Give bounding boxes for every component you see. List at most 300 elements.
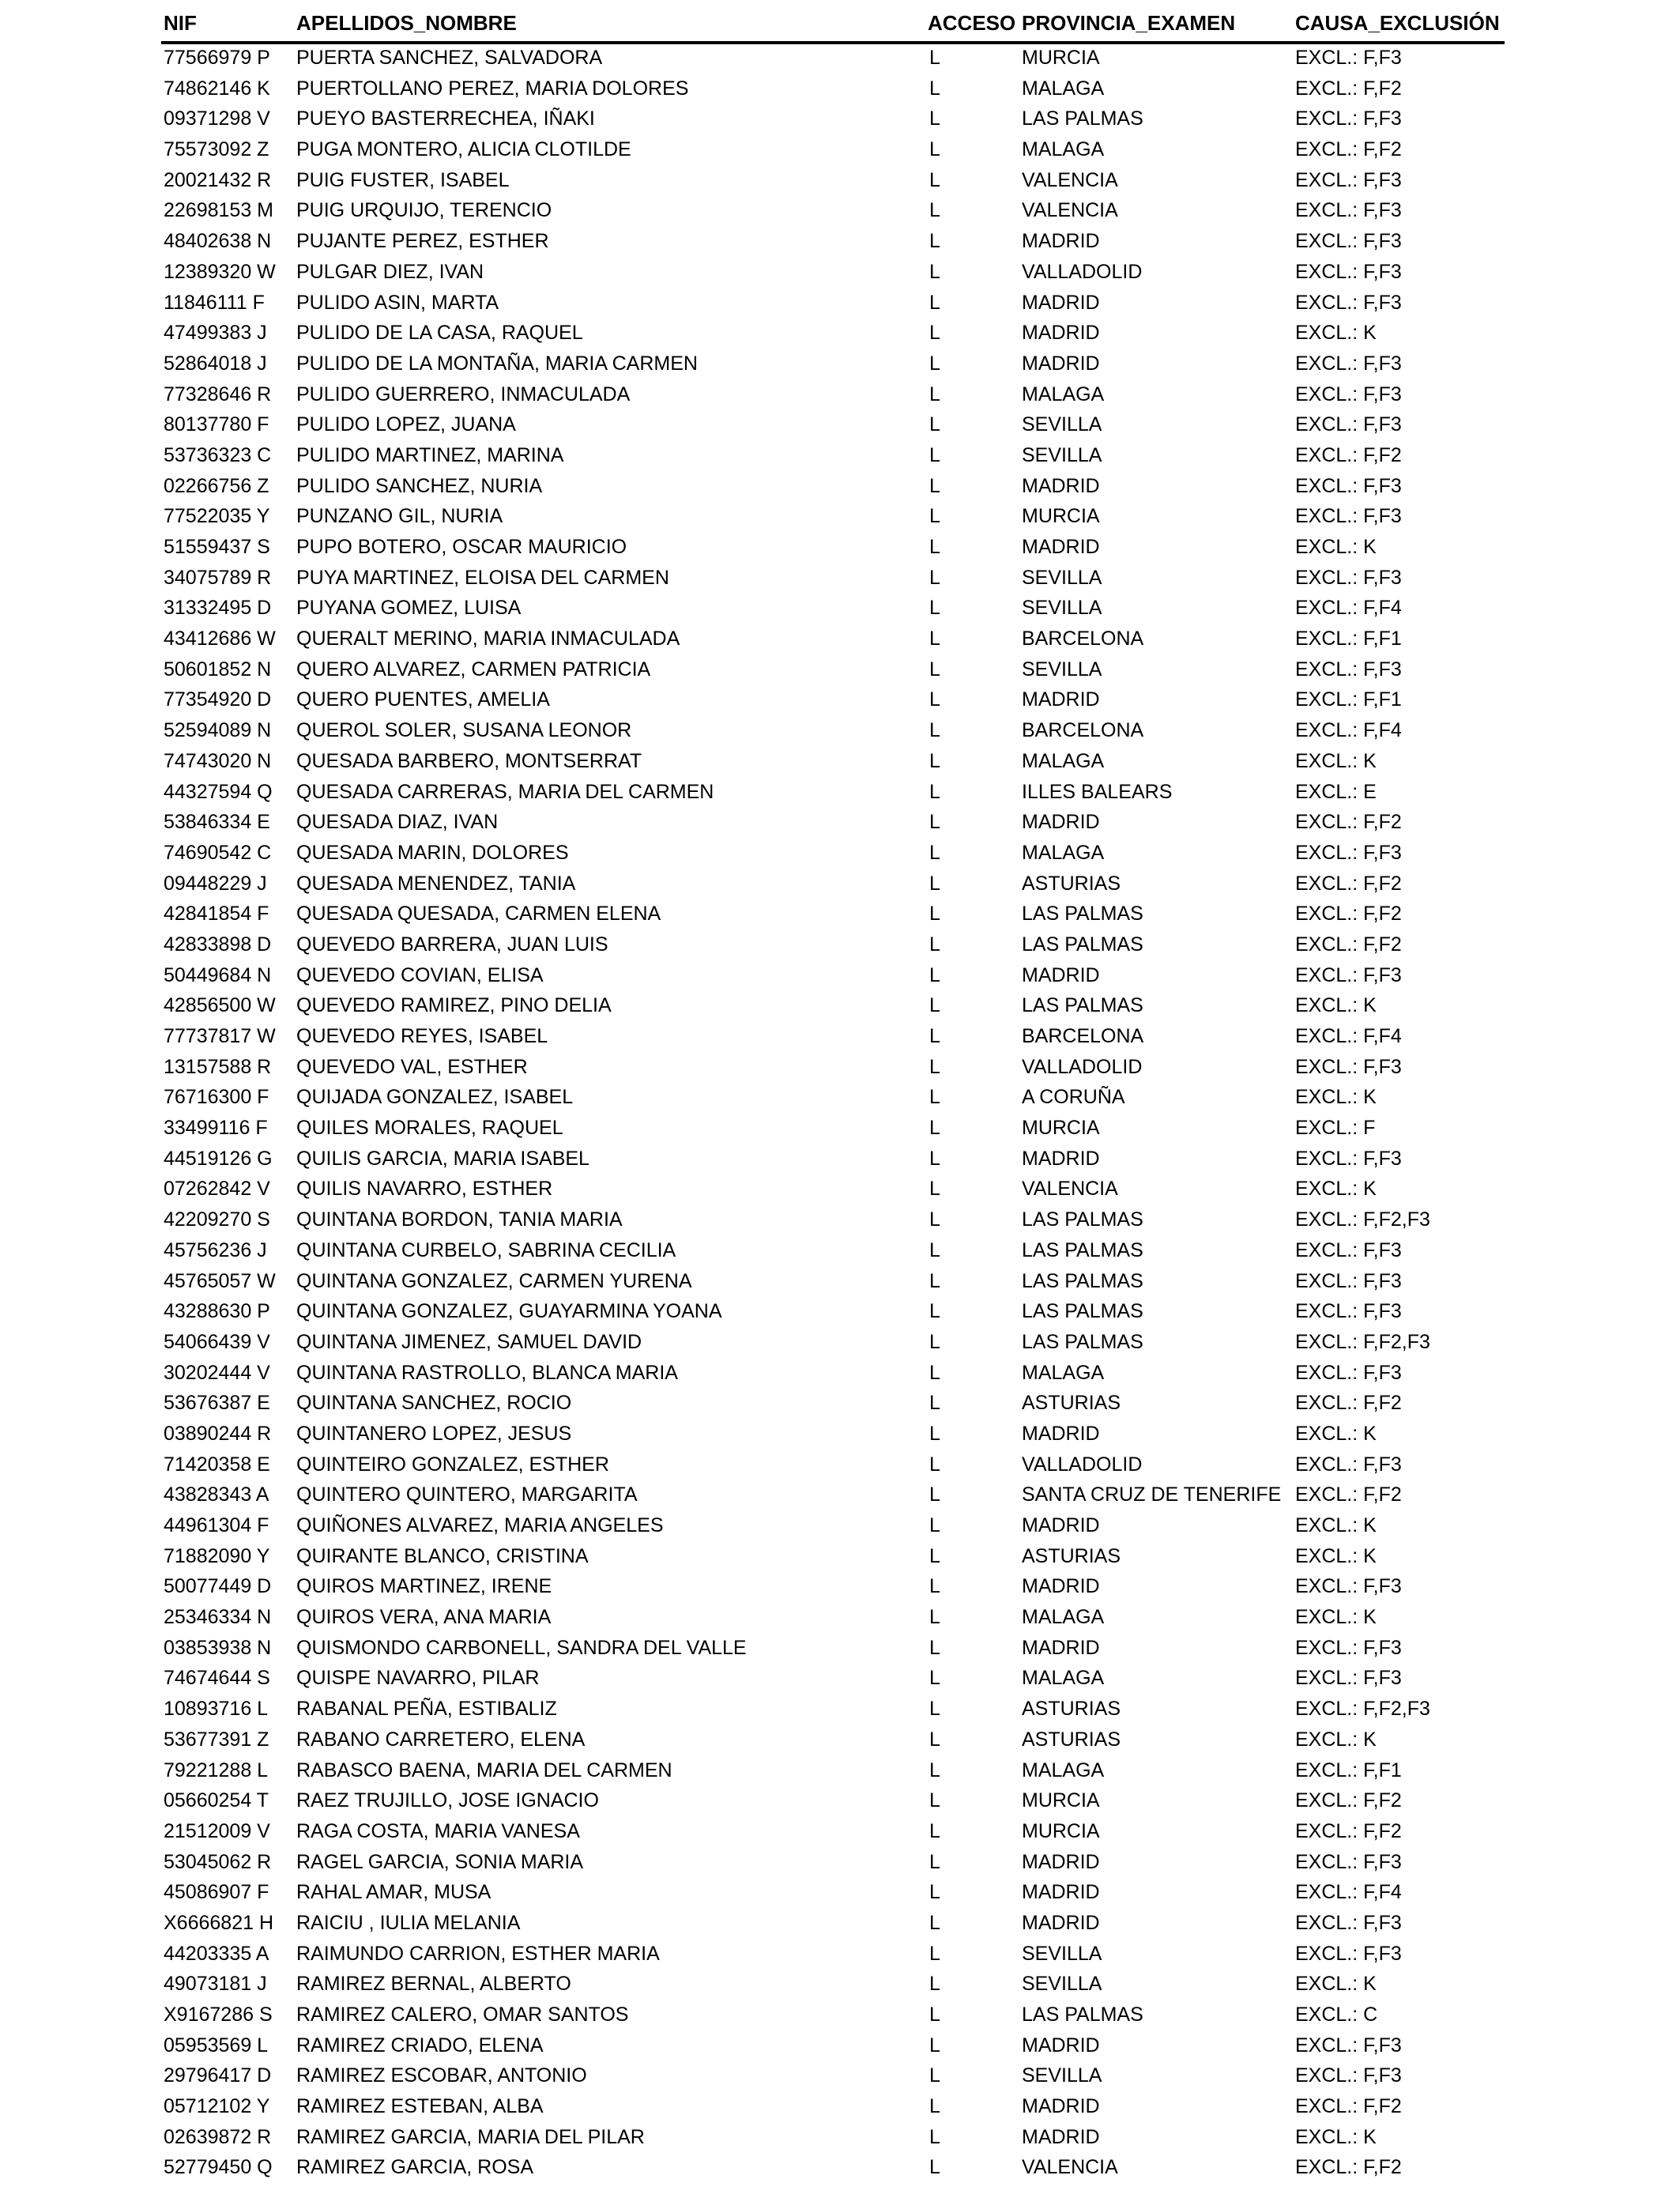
cell-apellidos-nombre: RAEZ TRUJILLO, JOSE IGNACIO — [296, 1789, 599, 1812]
cell-apellidos-nombre: QUEVEDO COVIAN, ELISA — [296, 963, 544, 986]
cell-causa: EXCL.: F,F2 — [1295, 872, 1402, 895]
cell-nif: 20021432 R — [164, 168, 272, 191]
table-row — [0, 684, 1680, 715]
cell-causa: EXCL.: F,F3 — [1295, 1238, 1402, 1261]
table-row — [0, 1052, 1680, 1083]
cell-provincia: A CORUÑA — [1022, 1086, 1125, 1109]
cell-acceso: L — [929, 1698, 940, 1721]
cell-apellidos-nombre: PUGA MONTERO, ALICIA CLOTILDE — [296, 138, 631, 161]
cell-causa: EXCL.: F,F1 — [1295, 688, 1402, 711]
cell-causa: EXCL.: K — [1295, 1178, 1377, 1201]
cell-provincia: VALENCIA — [1022, 199, 1118, 222]
header-causa-exclusion: CAUSA_EXCLUSIÓN — [1295, 11, 1500, 35]
cell-apellidos-nombre: QUIÑONES ALVAREZ, MARIA ANGELES — [296, 1514, 664, 1536]
cell-acceso: L — [929, 841, 940, 864]
cell-causa: EXCL.: K — [1295, 749, 1377, 772]
cell-apellidos-nombre: QUINTANA SANCHEZ, ROCIO — [296, 1392, 572, 1415]
cell-apellidos-nombre: QUINTANA RASTROLLO, BLANCA MARIA — [296, 1361, 678, 1384]
cell-apellidos-nombre: QUIROS MARTINEZ, IRENE — [296, 1575, 552, 1598]
cell-causa: EXCL.: F,F3 — [1295, 1575, 1402, 1598]
cell-causa: EXCL.: F,F2 — [1295, 1483, 1402, 1506]
cell-causa: EXCL.: F,F2 — [1295, 2156, 1402, 2179]
cell-acceso: L — [929, 1086, 940, 1109]
cell-causa: EXCL.: K — [1295, 1728, 1377, 1751]
cell-provincia: MADRID — [1022, 1575, 1100, 1598]
cell-nif: 29796417 D — [164, 2064, 272, 2087]
table-row — [0, 43, 1680, 74]
cell-acceso: L — [929, 903, 940, 925]
cell-nif: 03853938 N — [164, 1636, 272, 1659]
cell-nif: 42856500 W — [164, 994, 276, 1017]
cell-apellidos-nombre: RAMIREZ CALERO, OMAR SANTOS — [296, 2004, 629, 2026]
cell-apellidos-nombre: QUINTANA CURBELO, SABRINA CECILIA — [296, 1238, 676, 1261]
cell-provincia: MADRID — [1022, 230, 1100, 253]
cell-causa: EXCL.: F,F3 — [1295, 383, 1402, 405]
cell-provincia: MALAGA — [1022, 1759, 1105, 1781]
cell-causa: EXCL.: F,F4 — [1295, 1881, 1402, 1904]
cell-acceso: L — [929, 77, 940, 100]
cell-causa: EXCL.: F,F4 — [1295, 597, 1402, 620]
cell-apellidos-nombre: QUEVEDO RAMIREZ, PINO DELIA — [296, 994, 612, 1017]
cell-nif: 05712102 Y — [164, 2095, 270, 2118]
cell-nif: 31332495 D — [164, 597, 272, 620]
cell-causa: EXCL.: F,F3 — [1295, 1942, 1402, 1965]
table-body — [0, 43, 1680, 2183]
cell-apellidos-nombre: QUINTERO QUINTERO, MARGARITA — [296, 1483, 638, 1506]
table-row — [0, 1082, 1680, 1113]
table-row — [0, 1908, 1680, 1939]
cell-apellidos-nombre: RAHAL AMAR, MUSA — [296, 1881, 492, 1904]
table-row — [0, 1296, 1680, 1327]
cell-causa: EXCL.: F,F3 — [1295, 1269, 1402, 1292]
table-row — [0, 563, 1680, 594]
header-provincia-examen: PROVINCIA_EXAMEN — [1022, 11, 1236, 35]
table-row — [0, 1449, 1680, 1480]
cell-acceso: L — [929, 1361, 940, 1384]
cell-acceso: L — [929, 2064, 940, 2087]
table-row — [0, 1939, 1680, 1970]
header-nif: NIF — [164, 11, 197, 35]
cell-apellidos-nombre: QUISPE NAVARRO, PILAR — [296, 1667, 540, 1690]
cell-nif: 74862146 K — [164, 77, 270, 100]
cell-nif: 02639872 R — [164, 2125, 272, 2148]
table-row — [0, 1510, 1680, 1541]
cell-causa: EXCL.: K — [1295, 1544, 1377, 1567]
table-row — [0, 134, 1680, 165]
cell-causa: EXCL.: F,F3 — [1295, 413, 1402, 436]
cell-apellidos-nombre: QUILIS GARCIA, MARIA ISABEL — [296, 1147, 590, 1170]
cell-apellidos-nombre: PUIG URQUIJO, TERENCIO — [296, 199, 552, 222]
cell-apellidos-nombre: QUINTANA GONZALEZ, CARMEN YURENA — [296, 1269, 692, 1292]
cell-apellidos-nombre: QUEVEDO REYES, ISABEL — [296, 1025, 548, 1047]
cell-causa: EXCL.: F,F3 — [1295, 291, 1402, 314]
cell-acceso: L — [929, 536, 940, 558]
cell-provincia: MADRID — [1022, 1850, 1100, 1873]
table-row — [0, 990, 1680, 1021]
cell-provincia: VALLADOLID — [1022, 1055, 1143, 1078]
cell-provincia: MADRID — [1022, 1422, 1100, 1445]
cell-acceso: L — [929, 811, 940, 834]
table-row — [0, 532, 1680, 563]
cell-nif: 22698153 M — [164, 199, 274, 222]
cell-provincia: ASTURIAS — [1022, 1698, 1121, 1721]
cell-nif: 25346334 N — [164, 1606, 272, 1629]
cell-acceso: L — [929, 1575, 940, 1598]
cell-causa: EXCL.: F,F3 — [1295, 1667, 1402, 1690]
table-row — [0, 74, 1680, 104]
cell-apellidos-nombre: PUYA MARTINEZ, ELOISA DEL CARMEN — [296, 566, 669, 589]
cell-provincia: BARCELONA — [1022, 628, 1144, 650]
cell-acceso: L — [929, 1208, 940, 1231]
cell-acceso: L — [929, 1178, 940, 1201]
table-row — [0, 1266, 1680, 1297]
cell-apellidos-nombre: PULIDO LOPEZ, JUANA — [296, 413, 516, 436]
cell-causa: EXCL.: F,F3 — [1295, 199, 1402, 222]
cell-nif: 76716300 F — [164, 1086, 269, 1109]
cell-causa: EXCL.: K — [1295, 536, 1377, 558]
cell-provincia: MADRID — [1022, 1911, 1100, 1934]
cell-causa: EXCL.: F,F3 — [1295, 1055, 1402, 1078]
cell-provincia: VALLADOLID — [1022, 260, 1143, 283]
cell-nif: 53677391 Z — [164, 1728, 269, 1751]
cell-acceso: L — [929, 1117, 940, 1140]
table-row — [0, 654, 1680, 685]
table-row — [0, 257, 1680, 288]
cell-apellidos-nombre: RAGEL GARCIA, SONIA MARIA — [296, 1850, 584, 1873]
cell-apellidos-nombre: PUJANTE PEREZ, ESTHER — [296, 230, 549, 253]
cell-apellidos-nombre: QUERO PUENTES, AMELIA — [296, 688, 550, 711]
cell-causa: EXCL.: F,F2 — [1295, 903, 1402, 925]
cell-apellidos-nombre: QUINTANA BORDON, TANIA MARIA — [296, 1208, 623, 1231]
cell-nif: 53846334 E — [164, 811, 270, 834]
cell-provincia: MALAGA — [1022, 841, 1105, 864]
cell-provincia: SEVILLA — [1022, 597, 1102, 620]
cell-provincia: MADRID — [1022, 322, 1100, 345]
cell-provincia: MADRID — [1022, 811, 1100, 834]
cell-acceso: L — [929, 1636, 940, 1659]
cell-provincia: MURCIA — [1022, 1819, 1100, 1842]
cell-acceso: L — [929, 1667, 940, 1690]
header-acceso: ACCESO — [928, 11, 1016, 35]
cell-acceso: L — [929, 1819, 940, 1842]
table-row — [0, 1144, 1680, 1174]
cell-acceso: L — [929, 1453, 940, 1476]
cell-apellidos-nombre: QUIROS VERA, ANA MARIA — [296, 1606, 552, 1629]
cell-provincia: MADRID — [1022, 291, 1100, 314]
cell-provincia: LAS PALMAS — [1022, 107, 1143, 130]
cell-nif: 02266756 Z — [164, 474, 269, 497]
table-row — [0, 2030, 1680, 2061]
cell-causa: EXCL.: K — [1295, 1606, 1377, 1629]
cell-provincia: ASTURIAS — [1022, 1728, 1121, 1751]
cell-causa: EXCL.: C — [1295, 2004, 1378, 2026]
cell-nif: 50449684 N — [164, 963, 272, 986]
cell-provincia: ASTURIAS — [1022, 872, 1121, 895]
cell-nif: 77354920 D — [164, 688, 272, 711]
cell-provincia: MALAGA — [1022, 1361, 1105, 1384]
table-row — [0, 869, 1680, 899]
cell-acceso: L — [929, 2095, 940, 2118]
table-row — [0, 929, 1680, 960]
cell-causa: EXCL.: E — [1295, 780, 1377, 803]
cell-acceso: L — [929, 963, 940, 986]
cell-causa: EXCL.: K — [1295, 1973, 1377, 1996]
cell-nif: 50601852 N — [164, 658, 272, 680]
table-row — [0, 1969, 1680, 2000]
cell-apellidos-nombre: PUEYO BASTERRECHEA, IÑAKI — [296, 107, 595, 130]
cell-provincia: MURCIA — [1022, 1789, 1100, 1812]
cell-provincia: MALAGA — [1022, 138, 1105, 161]
cell-acceso: L — [929, 322, 940, 345]
cell-nif: 21512009 V — [164, 1819, 270, 1842]
cell-nif: 44327594 Q — [164, 780, 273, 803]
cell-causa: EXCL.: K — [1295, 2125, 1377, 2148]
cell-provincia: MADRID — [1022, 1147, 1100, 1170]
cell-apellidos-nombre: QUISMONDO CARBONELL, SANDRA DEL VALLE — [296, 1636, 747, 1659]
cell-apellidos-nombre: PUPO BOTERO, OSCAR MAURICIO — [296, 536, 627, 558]
cell-acceso: L — [929, 1330, 940, 1353]
cell-nif: 07262842 V — [164, 1178, 270, 1201]
cell-provincia: LAS PALMAS — [1022, 1238, 1143, 1261]
cell-apellidos-nombre: QUIRANTE BLANCO, CRISTINA — [296, 1544, 589, 1567]
cell-acceso: L — [929, 719, 940, 742]
table-row — [0, 471, 1680, 502]
table-row — [0, 2152, 1680, 2183]
cell-provincia: LAS PALMAS — [1022, 903, 1143, 925]
table-row — [0, 1480, 1680, 1510]
cell-causa: EXCL.: K — [1295, 1422, 1377, 1445]
cell-acceso: L — [929, 658, 940, 680]
cell-acceso: L — [929, 1392, 940, 1415]
cell-provincia: MADRID — [1022, 1514, 1100, 1536]
cell-acceso: L — [929, 2034, 940, 2056]
table-row — [0, 1571, 1680, 1602]
table-row — [0, 1113, 1680, 1144]
cell-causa: EXCL.: F,F2 — [1295, 1789, 1402, 1812]
cell-apellidos-nombre: RAMIREZ GARCIA, ROSA — [296, 2156, 534, 2179]
cell-provincia: VALLADOLID — [1022, 1453, 1143, 1476]
cell-causa: EXCL.: F,F1 — [1295, 628, 1402, 650]
cell-nif: 48402638 N — [164, 230, 272, 253]
cell-nif: 33499116 F — [164, 1117, 268, 1140]
table-row — [0, 440, 1680, 471]
cell-provincia: LAS PALMAS — [1022, 933, 1143, 956]
cell-acceso: L — [929, 1238, 940, 1261]
cell-provincia: ASTURIAS — [1022, 1392, 1121, 1415]
cell-acceso: L — [929, 597, 940, 620]
cell-acceso: L — [929, 199, 940, 222]
cell-nif: 74690542 C — [164, 841, 272, 864]
cell-apellidos-nombre: QUIJADA GONZALEZ, ISABEL — [296, 1086, 574, 1109]
table-row — [0, 1021, 1680, 1052]
cell-provincia: SEVILLA — [1022, 1942, 1102, 1965]
table-row — [0, 2060, 1680, 2091]
table-row — [0, 777, 1680, 808]
cell-apellidos-nombre: PULIDO ASIN, MARTA — [296, 291, 499, 314]
cell-causa: EXCL.: F,F2,F3 — [1295, 1698, 1430, 1721]
cell-apellidos-nombre: PULIDO SANCHEZ, NURIA — [296, 474, 543, 497]
cell-causa: EXCL.: F,F3 — [1295, 1911, 1402, 1934]
cell-nif: X9167286 S — [164, 2004, 273, 2026]
cell-provincia: MADRID — [1022, 352, 1100, 375]
table-row — [0, 318, 1680, 349]
cell-apellidos-nombre: RAICIU , IULIA MELANIA — [296, 1911, 521, 1934]
cell-acceso: L — [929, 107, 940, 130]
cell-apellidos-nombre: RAGA COSTA, MARIA VANESA — [296, 1819, 580, 1842]
table-row — [0, 593, 1680, 624]
cell-causa: EXCL.: F,F3 — [1295, 1453, 1402, 1476]
cell-apellidos-nombre: QUILES MORALES, RAQUEL — [296, 1117, 563, 1140]
table-row — [0, 1174, 1680, 1204]
table-row — [0, 409, 1680, 440]
cell-provincia: MURCIA — [1022, 47, 1100, 69]
cell-causa: EXCL.: F,F2 — [1295, 77, 1402, 100]
cell-apellidos-nombre: QUESADA QUESADA, CARMEN ELENA — [296, 903, 661, 925]
cell-causa: EXCL.: F,F3 — [1295, 2064, 1402, 2087]
cell-acceso: L — [929, 413, 940, 436]
cell-causa: EXCL.: F — [1295, 1117, 1376, 1140]
cell-acceso: L — [929, 138, 940, 161]
cell-provincia: MURCIA — [1022, 505, 1100, 528]
cell-acceso: L — [929, 1881, 940, 1904]
cell-causa: EXCL.: F,F3 — [1295, 505, 1402, 528]
cell-causa: EXCL.: F,F3 — [1295, 2034, 1402, 2056]
cell-apellidos-nombre: QUINTANERO LOPEZ, JESUS — [296, 1422, 572, 1445]
cell-causa: EXCL.: F,F3 — [1295, 47, 1402, 69]
header-apellidos-nombre: APELLIDOS_NOMBRE — [296, 11, 517, 35]
cell-causa: EXCL.: F,F3 — [1295, 1850, 1402, 1873]
cell-apellidos-nombre: RAIMUNDO CARRION, ESTHER MARIA — [296, 1942, 660, 1965]
cell-provincia: MADRID — [1022, 474, 1100, 497]
cell-nif: 45086907 F — [164, 1881, 269, 1904]
cell-provincia: MADRID — [1022, 2034, 1100, 2056]
cell-acceso: L — [929, 749, 940, 772]
cell-nif: 10893716 L — [164, 1698, 269, 1721]
table-header — [161, 8, 1505, 44]
cell-nif: 09371298 V — [164, 107, 270, 130]
cell-acceso: L — [929, 1759, 940, 1781]
table-row — [0, 1327, 1680, 1358]
cell-provincia: LAS PALMAS — [1022, 1330, 1143, 1353]
cell-nif: 52594089 N — [164, 719, 272, 742]
table-row — [0, 379, 1680, 410]
cell-causa: EXCL.: F,F2 — [1295, 811, 1402, 834]
cell-causa: EXCL.: F,F3 — [1295, 963, 1402, 986]
cell-nif: 80137780 F — [164, 413, 269, 436]
cell-apellidos-nombre: PULIDO DE LA MONTAÑA, MARIA CARMEN — [296, 352, 698, 375]
cell-provincia: MALAGA — [1022, 1667, 1105, 1690]
cell-apellidos-nombre: QUILIS NAVARRO, ESTHER — [296, 1178, 553, 1201]
cell-provincia: MADRID — [1022, 2125, 1100, 2148]
cell-nif: 47499383 J — [164, 322, 267, 345]
cell-acceso: L — [929, 230, 940, 253]
cell-acceso: L — [929, 505, 940, 528]
cell-provincia: MURCIA — [1022, 1117, 1100, 1140]
cell-nif: 50077449 D — [164, 1575, 272, 1598]
cell-causa: EXCL.: F,F4 — [1295, 719, 1402, 742]
cell-acceso: L — [929, 1147, 940, 1170]
cell-acceso: L — [929, 291, 940, 314]
cell-provincia: SEVILLA — [1022, 658, 1102, 680]
table-row — [0, 1694, 1680, 1725]
table-row — [0, 1725, 1680, 1755]
cell-acceso: L — [929, 1789, 940, 1812]
cell-provincia: LAS PALMAS — [1022, 1300, 1143, 1323]
cell-causa: EXCL.: F,F3 — [1295, 658, 1402, 680]
cell-provincia: LAS PALMAS — [1022, 1208, 1143, 1231]
cell-nif: 03890244 R — [164, 1422, 272, 1445]
cell-apellidos-nombre: RABANO CARRETERO, ELENA — [296, 1728, 586, 1751]
cell-causa: EXCL.: F,F1 — [1295, 1759, 1402, 1781]
cell-provincia: VALENCIA — [1022, 2156, 1118, 2179]
cell-nif: 77328646 R — [164, 383, 272, 405]
table-row — [0, 807, 1680, 838]
cell-provincia: MADRID — [1022, 2095, 1100, 2118]
cell-acceso: L — [929, 933, 940, 956]
table-row — [0, 501, 1680, 532]
cell-provincia: VALENCIA — [1022, 1178, 1118, 1201]
cell-acceso: L — [929, 1055, 940, 1078]
cell-acceso: L — [929, 1850, 940, 1873]
cell-nif: 45756236 J — [164, 1238, 267, 1261]
cell-provincia: MADRID — [1022, 1881, 1100, 1904]
cell-causa: EXCL.: F,F2 — [1295, 138, 1402, 161]
cell-acceso: L — [929, 47, 940, 69]
cell-provincia: LAS PALMAS — [1022, 994, 1143, 1017]
cell-causa: EXCL.: K — [1295, 322, 1377, 345]
table-row — [0, 104, 1680, 134]
cell-acceso: L — [929, 1483, 940, 1506]
cell-nif: 74674644 S — [164, 1667, 270, 1690]
table-row — [0, 838, 1680, 869]
cell-nif: 52779450 Q — [164, 2156, 273, 2179]
cell-acceso: L — [929, 1911, 940, 1934]
cell-nif: 34075789 R — [164, 566, 272, 589]
cell-acceso: L — [929, 780, 940, 803]
cell-nif: 79221288 L — [164, 1759, 269, 1781]
cell-nif: 77522035 Y — [164, 505, 270, 528]
cell-apellidos-nombre: QUESADA MENENDEZ, TANIA — [296, 872, 576, 895]
cell-apellidos-nombre: RAMIREZ GARCIA, MARIA DEL PILAR — [296, 2125, 645, 2148]
cell-causa: EXCL.: F,F2,F3 — [1295, 1330, 1430, 1353]
cell-nif: 75573092 Z — [164, 138, 269, 161]
cell-acceso: L — [929, 443, 940, 466]
cell-causa: EXCL.: F,F2 — [1295, 933, 1402, 956]
cell-provincia: LAS PALMAS — [1022, 2004, 1143, 2026]
table-row — [0, 1388, 1680, 1419]
cell-acceso: L — [929, 1728, 940, 1751]
cell-apellidos-nombre: RAMIREZ CRIADO, ELENA — [296, 2034, 544, 2056]
cell-nif: 09448229 J — [164, 872, 267, 895]
table-row — [0, 1541, 1680, 1572]
table-row — [0, 2122, 1680, 2153]
cell-nif: 12389320 W — [164, 260, 276, 283]
cell-apellidos-nombre: RABASCO BAENA, MARIA DEL CARMEN — [296, 1759, 672, 1781]
cell-apellidos-nombre: QUESADA MARIN, DOLORES — [296, 841, 569, 864]
cell-provincia: ASTURIAS — [1022, 1544, 1121, 1567]
table-row — [0, 1419, 1680, 1449]
cell-apellidos-nombre: PUNZANO GIL, NURIA — [296, 505, 503, 528]
table-row — [0, 1785, 1680, 1816]
table-row — [0, 1847, 1680, 1878]
cell-nif: 44961304 F — [164, 1514, 269, 1536]
cell-causa: EXCL.: F,F4 — [1295, 1025, 1402, 1047]
cell-causa: EXCL.: F,F3 — [1295, 168, 1402, 191]
table-row — [0, 2000, 1680, 2030]
cell-nif: 71882090 Y — [164, 1544, 270, 1567]
cell-provincia: MADRID — [1022, 688, 1100, 711]
cell-provincia: VALENCIA — [1022, 168, 1118, 191]
